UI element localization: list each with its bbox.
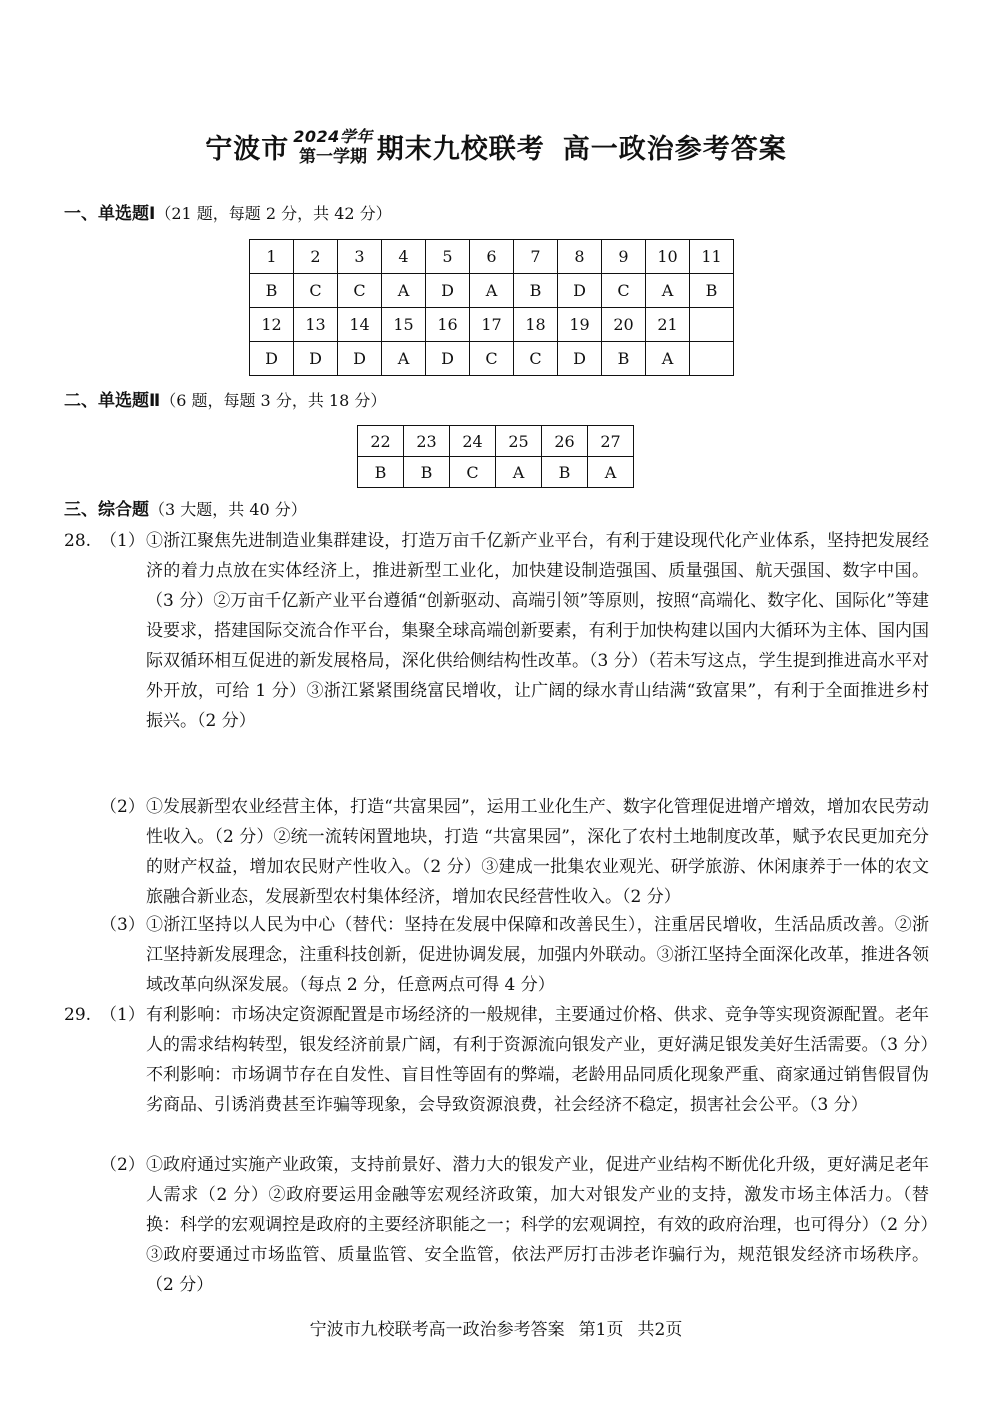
page-footer [0,1318,992,1342]
section1-heading [64,201,392,227]
answer-cell: B [404,457,450,488]
question-number-cell: 22 [358,426,404,457]
answer-cell: D [558,274,602,308]
answer-cell: A [588,457,634,488]
q28-part1-label: （1） [100,531,145,551]
question-number-row [250,240,734,274]
section3-heading [64,497,307,523]
question-number-cell: 23 [404,426,450,457]
answer-cell: B [602,342,646,376]
question-number-cell: 3 [338,240,382,274]
answer-cell: A [382,342,426,376]
q28-part1-text: ①浙江聚焦先进制造业集群建设，打造万亩千亿新产业平台，有利于建设现代化产业体系，坚持把发展经济的着力点放在实体经济上，推进新型工业化，加快建设制造强国、质量强国、航天强国、数字中国。（3 分）②万亩千亿新产业平台遵循“创新驱动、高端引领”等原则，按照“高端化、数字化、国际化”等建设要求，搭建国际交流合作平台，集聚全球高端创新要素，有利于加快构建以国内大循环为主体、国内国际双循环相互促进的新发展格局，深化供给侧结构性改革。（3 分）（若未写这点，学生提到推进高水平对外开放，可给 1 分）③浙江紧紧围绕富民增收，让广阔的绿水青山结满“致富果”，有利于全面推进乡村振兴。（2 分） [146,531,929,731]
question-number-cell: 7 [514,240,558,274]
title-exam: 期末九校联考 [376,134,545,165]
question-number-cell: 27 [588,426,634,457]
answer-cell: B [690,274,734,308]
q29-part1-label: （1） [100,1005,145,1025]
question-number-row [250,308,734,342]
section2-title: 二、单选题Ⅱ [64,391,161,411]
q28-part2-label: （2） [100,797,145,817]
question-number-cell: 6 [470,240,514,274]
question-number-cell: 10 [646,240,690,274]
question-number-cell: 17 [470,308,514,342]
q29-number: 29. [64,1005,92,1025]
question-number-cell: 13 [294,308,338,342]
q28-number: 28. [64,531,92,551]
answer-cell: A [496,457,542,488]
question-number-cell: 11 [690,240,734,274]
answer-cell: A [470,274,514,308]
answer-cell: B [250,274,294,308]
answer-table-2 [357,425,634,488]
question-number-cell: 4 [382,240,426,274]
answer-cell: C [338,274,382,308]
section3-note: （3 大题，共 40 分） [149,500,307,519]
answer-cell [690,342,734,376]
question-number-cell: 9 [602,240,646,274]
answer-cell: A [646,342,690,376]
q29-part2-label: （2） [100,1155,145,1175]
title-term: 第一学期 [298,147,367,167]
section2-heading [64,388,386,414]
question-number-cell [690,308,734,342]
q29-part1-text: 有利影响：市场决定资源配置是市场经济的一般规律，主要通过价格、供求、竞争等实现资源配置。老年人的需求结构转型，银发经济前景广阔，有利于资源流向银发产业，更好满足银发美好生活需要。（3 分）不利影响：市场调节存在自发性、盲目性等固有的弊端，老龄用品同质化现象严重、商家通过销售假冒伪劣商品、引诱消费甚至诈骗等现象，会导致资源浪费，社会经济不稳定，损害社会公平。（3 分） [146,1005,929,1115]
title-city: 宁波市 [205,134,290,165]
question-number-cell: 24 [450,426,496,457]
section1-note: （21 题，每题 2 分，共 42 分） [155,204,392,223]
answer-cell: D [250,342,294,376]
title-subject: 高一政治参考答案 [562,134,787,165]
question-number-cell: 20 [602,308,646,342]
answer-cell: B [542,457,588,488]
q28-part3-text: ①浙江坚持以人民为中心（替代：坚持在发展中保障和改善民生），注重居民增收，生活品质改善。②浙江坚持新发展理念，注重科技创新，促进协调发展，加强内外联动。③浙江坚持全面深化改革，推进各领域改革向纵深发展。（每点 2 分，任意两点可得 4 分） [146,915,929,995]
page-title [0,124,992,176]
answer-cell: B [514,274,558,308]
question-number-cell: 12 [250,308,294,342]
answer-cell: C [602,274,646,308]
answer-row [358,457,634,488]
answer-cell: D [558,342,602,376]
answer-cell: C [294,274,338,308]
question-number-cell: 14 [338,308,382,342]
question-number-cell: 18 [514,308,558,342]
answer-cell: B [358,457,404,488]
q28-part2-text: ①发展新型农业经营主体，打造“共富果园”，运用工业化生产、数字化管理促进增产增效，增加农民劳动性收入。（2 分）②统一流转闲置地块，打造 “共富果园”，深化了农村土地制度改革，赋予农民更加充分的财产权益，增加农民财产性收入。（2 分）③建成一批集农业观光、研学旅游、休闲康养于一体的农文旅融合新业态，发展新型农村集体经济，增加农民经营性收入。（2 分） [146,797,929,907]
answer-row [250,274,734,308]
question-number-cell: 8 [558,240,602,274]
footer-title: 宁波市九校联考高一政治参考答案 [309,1320,565,1340]
answer-cell: C [450,457,496,488]
answer-cell: A [646,274,690,308]
footer-page: 第1页 [578,1320,624,1340]
question-number-cell: 1 [250,240,294,274]
section1-title: 一、单选题Ⅰ [64,204,156,224]
question-number-cell: 16 [426,308,470,342]
footer-total: 共2页 [637,1320,683,1340]
question-number-cell: 2 [294,240,338,274]
answer-table-1 [249,239,734,376]
answer-cell: D [426,274,470,308]
section3-title: 三、综合题 [64,500,149,520]
title-year-term [293,124,373,168]
answer-row [250,342,734,376]
question-number-row [358,426,634,457]
answer-cell: C [514,342,558,376]
question-number-cell: 25 [496,426,542,457]
answer-cell: D [338,342,382,376]
question-number-cell: 19 [558,308,602,342]
q28-part3-label: （3） [100,915,145,935]
title-year: 2024学年 [293,127,373,146]
question-number-cell: 21 [646,308,690,342]
answer-cell: D [426,342,470,376]
q29-part2-text: ①政府通过实施产业政策，支持前景好、潜力大的银发产业，促进产业结构不断优化升级，更好满足老年人需求（2 分）②政府要运用金融等宏观经济政策，加大对银发产业的支持，激发市场主体活力。（替换：科学的宏观调控是政府的主要经济职能之一；科学的宏观调控，有效的政府治理，也可得分）（2 分）③政府要通过市场监管、质量监管、安全监管，依法严厉打击涉老诈骗行为，规范银发经济市场秩序。（2 分） [146,1155,929,1295]
answer-cell: C [470,342,514,376]
question-number-cell: 26 [542,426,588,457]
answer-cell: A [382,274,426,308]
section2-note: （6 题，每题 3 分，共 18 分） [160,391,387,410]
question-number-cell: 5 [426,240,470,274]
question-number-cell: 15 [382,308,426,342]
answer-cell: D [294,342,338,376]
